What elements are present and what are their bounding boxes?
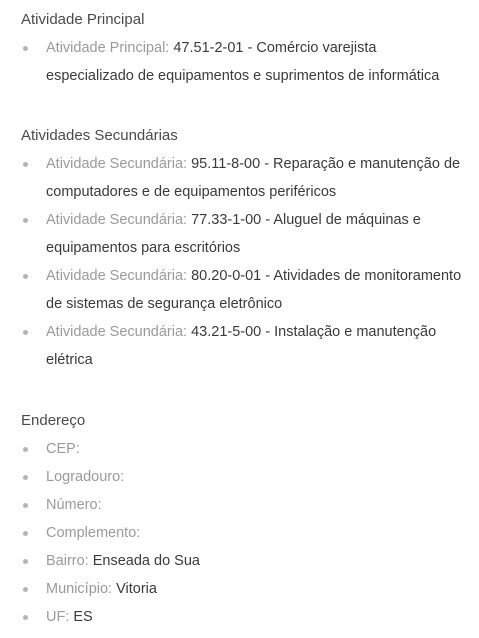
bullet-icon — [23, 531, 28, 536]
item-label: Complemento: — [46, 525, 141, 541]
item-text — [46, 491, 466, 519]
item-value: Enseada do Sua — [88, 553, 200, 569]
bullet-icon — [23, 559, 28, 564]
bullet-icon — [23, 475, 28, 480]
item-text — [46, 575, 466, 603]
item-label: Atividade Secundária: — [46, 212, 188, 228]
item-value: 95.11-8-00 - Reparação e manutenção de computadores e de equipamentos periféricos — [46, 156, 461, 200]
bullet-icon — [23, 46, 28, 51]
item-label: Atividade Secundária: — [46, 324, 188, 340]
item-label: Logradouro: — [46, 469, 125, 485]
item-label: Bairro: — [46, 553, 89, 569]
item-text — [46, 435, 466, 463]
bullet-icon — [23, 162, 28, 167]
bullet-icon — [23, 587, 28, 592]
bullet-icon — [23, 274, 28, 279]
item-label: Número: — [46, 497, 102, 513]
section-title-atividade-principal: Atividade Principal — [21, 11, 145, 28]
item-value: 43.21-5-00 - Instalação e manutenção elétrica — [46, 324, 437, 368]
bullet-icon — [23, 447, 28, 452]
item-text — [46, 603, 466, 631]
item-text — [46, 206, 466, 262]
section-title-endereco: Endereço — [21, 412, 86, 429]
item-label: CEP: — [46, 441, 80, 457]
item-text — [46, 262, 466, 318]
item-label: Atividade Secundária: — [46, 156, 188, 172]
bullet-icon — [23, 503, 28, 508]
item-text — [46, 318, 466, 374]
item-text — [46, 34, 466, 90]
item-label: Atividade Secundária: — [46, 268, 188, 284]
item-value: 47.51-2-01 - Comércio varejista especializado de equipamentos e suprimentos de informática — [46, 40, 440, 84]
item-text — [46, 519, 466, 547]
item-label: Atividade Principal: — [46, 40, 170, 56]
item-value: 77.33-1-00 - Aluguel de máquinas e equipamentos para escritórios — [46, 212, 421, 256]
section-title-atividades-secundarias: Atividades Secundárias — [21, 127, 178, 144]
item-value: 80.20-0-01 - Atividades de monitoramento de sistemas de segurança eletrônico — [46, 268, 462, 312]
bullet-icon — [23, 615, 28, 620]
item-label: UF: — [46, 609, 70, 625]
item-text — [46, 150, 466, 206]
item-value: Vitoria — [112, 581, 157, 597]
item-label: Município: — [46, 581, 113, 597]
item-text — [46, 547, 466, 575]
item-value: ES — [69, 609, 93, 625]
bullet-icon — [23, 218, 28, 223]
item-text — [46, 463, 466, 491]
bullet-icon — [23, 330, 28, 335]
